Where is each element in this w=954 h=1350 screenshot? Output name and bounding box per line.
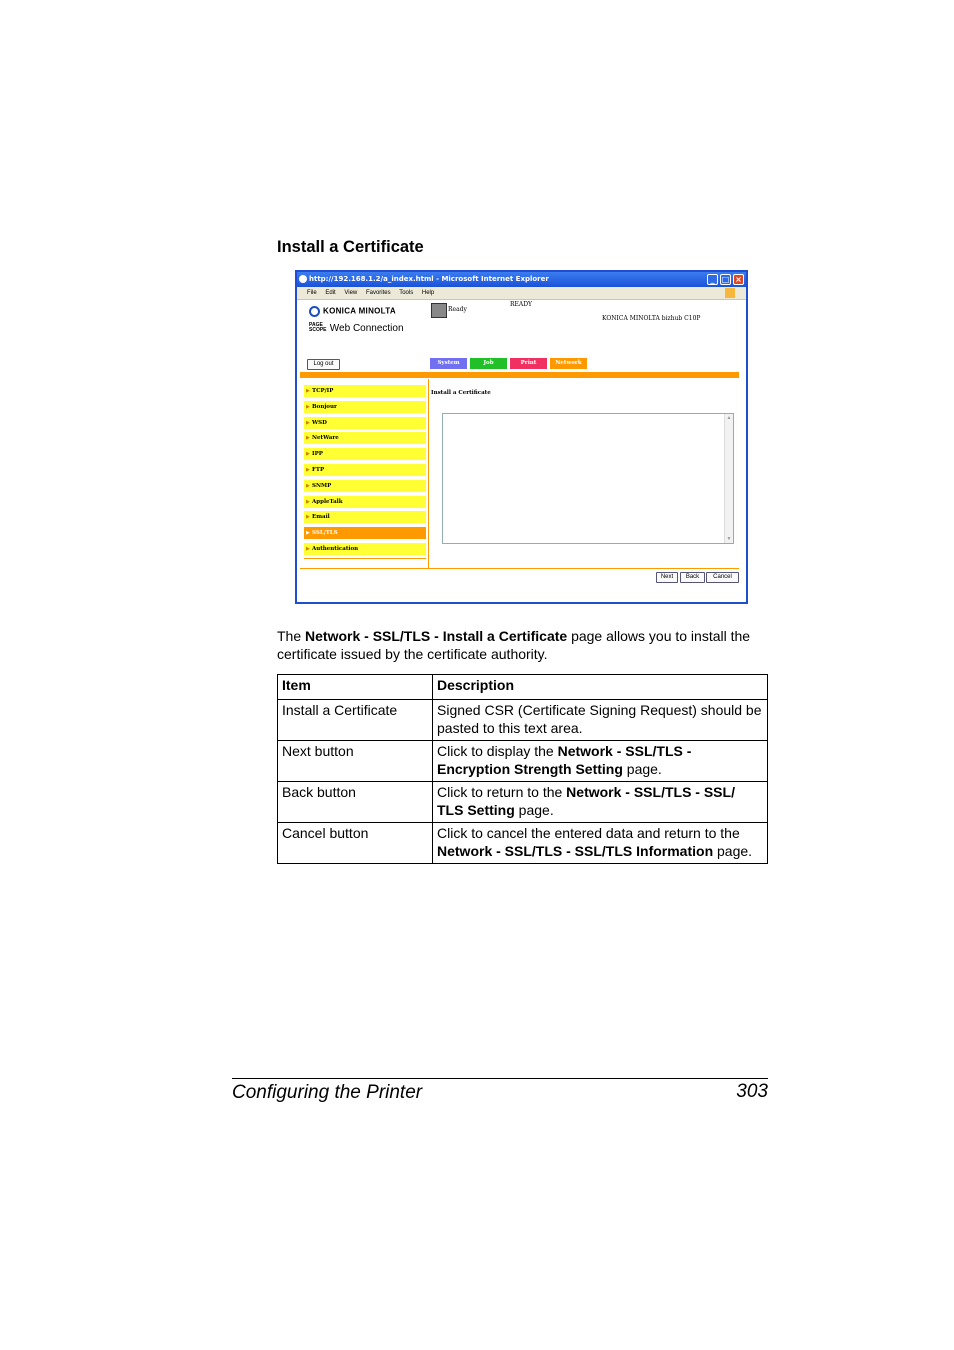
arrow-right-icon: ▶ xyxy=(306,388,310,394)
sidebar-item-label: TCP/IP xyxy=(312,388,334,394)
tab-print[interactable]: Print xyxy=(510,358,547,369)
textarea-scrollbar[interactable] xyxy=(724,414,733,543)
table-cell-item: Install a Certificate xyxy=(278,700,433,741)
sidebar-item-snmp[interactable] xyxy=(304,480,426,492)
description-text: Click to return to the xyxy=(437,784,567,800)
sidebar-item-authentication[interactable] xyxy=(304,543,426,555)
menu-edit[interactable]: Edit xyxy=(325,290,336,296)
sidebar-item-appletalk[interactable] xyxy=(304,496,426,508)
description-bold: Network - SSL/TLS - Encryption Strength Setting xyxy=(437,743,692,777)
konica-logo-icon xyxy=(309,306,320,317)
arrow-right-icon: ▶ xyxy=(306,530,310,537)
footer-divider xyxy=(300,568,739,569)
sidebar-item-label: Authentication xyxy=(312,545,359,552)
sidebar-item-ssl-tls[interactable] xyxy=(304,527,426,539)
close-icon[interactable]: × xyxy=(733,274,744,285)
printer-icon xyxy=(431,303,447,318)
scroll-down-icon[interactable]: ▼ xyxy=(726,536,732,542)
sidebar-item-bonjour[interactable] xyxy=(304,401,426,413)
sidebar-item-label: NetWare xyxy=(312,435,339,442)
content-title: Install a Certificate xyxy=(431,390,491,396)
arrow-right-icon: ▶ xyxy=(306,403,310,410)
description-text: page. xyxy=(514,801,554,818)
windows-logo-icon xyxy=(725,288,735,298)
back-button[interactable]: Back xyxy=(680,572,705,583)
table-cell-description xyxy=(433,741,768,782)
konica-minolta-logo: KONICA MINOLTA xyxy=(309,306,396,317)
arrow-right-icon: ▶ xyxy=(306,514,310,521)
tab-system[interactable]: System xyxy=(430,358,467,369)
window-titlebar xyxy=(297,272,746,287)
sidebar-item-ftp[interactable] xyxy=(304,464,426,476)
sidebar-item-label: IPP xyxy=(312,451,323,458)
menu-tools[interactable]: Tools xyxy=(399,290,414,296)
table-cell-item: Next button xyxy=(278,741,433,782)
tab-underline xyxy=(300,372,739,378)
browser-screenshot xyxy=(295,270,748,604)
description-bold: Network - SSL/TLS - SSL/ TLS Setting xyxy=(437,784,735,818)
arrow-right-icon: ▶ xyxy=(306,419,310,426)
logout-button[interactable]: Log out xyxy=(307,359,340,370)
description-text: Click to cancel the entered data and return to the xyxy=(437,825,740,841)
scroll-up-icon[interactable]: ▲ xyxy=(726,415,732,421)
table-cell-item: Cancel button xyxy=(278,823,433,864)
description-table xyxy=(277,674,768,864)
model-name: KONICA MINOLTA bizhub C10P xyxy=(602,315,701,322)
next-button[interactable]: Next xyxy=(656,572,678,583)
table-row xyxy=(278,782,768,823)
section-heading: Install a Certificate xyxy=(277,238,424,256)
tab-job[interactable]: Job xyxy=(470,358,507,369)
table-cell-item: Back button xyxy=(278,782,433,823)
header-description: Description xyxy=(433,675,768,700)
header-item: Item xyxy=(278,675,433,700)
description-text: Signed CSR (Certificate Signing Request) should be pasted to this text area. xyxy=(437,702,762,736)
description-text: Click to display the xyxy=(437,743,558,759)
sidebar-item-label: SNMP xyxy=(312,482,332,489)
table-cell-description xyxy=(433,782,768,823)
content-divider xyxy=(428,379,429,568)
footer-rule xyxy=(232,1078,768,1079)
sidebar-item-label: AppleTalk xyxy=(312,498,343,505)
menu-file[interactable]: File xyxy=(307,290,317,296)
maximize-icon[interactable]: □ xyxy=(721,275,730,284)
menu-bar xyxy=(297,287,746,300)
web-connection-logo: PAGE SCOPE Web Connection xyxy=(309,322,404,334)
table-cell-description xyxy=(433,700,768,741)
page-number: 303 xyxy=(736,1081,768,1102)
sidebar-item-label: FTP xyxy=(312,466,325,473)
menu-help[interactable]: Help xyxy=(421,290,435,296)
tab-network[interactable]: Network xyxy=(550,358,587,369)
sidebar-item-label: WSD xyxy=(312,419,327,426)
status-icon-label: Ready xyxy=(448,306,467,313)
sidebar-divider xyxy=(304,558,426,559)
minimize-icon[interactable]: _ xyxy=(707,274,718,285)
sidebar-item-netware[interactable] xyxy=(304,432,426,444)
footer-title: Configuring the Printer xyxy=(232,1082,423,1103)
arrow-right-icon: ▶ xyxy=(306,451,310,458)
table-row xyxy=(278,700,768,741)
arrow-right-icon: ▶ xyxy=(306,466,310,473)
table-row xyxy=(278,741,768,782)
sidebar-item-wsd[interactable] xyxy=(304,417,426,429)
ie-icon xyxy=(299,275,307,283)
sidebar-item-label: SSL/TLS xyxy=(312,530,338,537)
status-text: READY xyxy=(510,301,533,308)
cancel-button[interactable]: Cancel xyxy=(706,572,739,583)
menu-view[interactable]: View xyxy=(344,290,358,296)
window-title: http://192.168.1.2/a_index.html - Microsoft Internet Explorer xyxy=(309,275,549,283)
sidebar-item-tcp-ip[interactable] xyxy=(304,385,426,397)
arrow-right-icon: ▶ xyxy=(306,498,310,505)
menu-favorites[interactable]: Favorites xyxy=(365,290,391,296)
pagescope-mark: PAGE SCOPE xyxy=(309,322,327,334)
sidebar-item-label: Email xyxy=(312,514,330,521)
description-bold: Network - SSL/TLS - SSL/TLS Information xyxy=(437,842,714,859)
table-cell-description xyxy=(433,823,768,864)
intro-paragraph: The Network - SSL/TLS - Install a Certificate page allows you to install the certificate issued by the certificate authority. xyxy=(277,628,751,662)
intro-page-name: Network - SSL/TLS - Install a Certificate xyxy=(305,628,568,644)
arrow-right-icon: ▶ xyxy=(306,545,310,552)
sidebar-item-label: Bonjour xyxy=(312,403,337,410)
description-text: page. xyxy=(713,842,753,859)
table-header-row xyxy=(278,675,768,700)
arrow-right-icon: ▶ xyxy=(306,482,310,489)
arrow-right-icon: ▶ xyxy=(306,435,310,442)
sidebar-item-email[interactable] xyxy=(304,511,426,523)
certificate-textarea[interactable] xyxy=(442,413,734,544)
sidebar-item-ipp[interactable] xyxy=(304,448,426,460)
description-text: page. xyxy=(622,760,662,777)
sidebar xyxy=(304,385,426,559)
table-row xyxy=(278,823,768,864)
